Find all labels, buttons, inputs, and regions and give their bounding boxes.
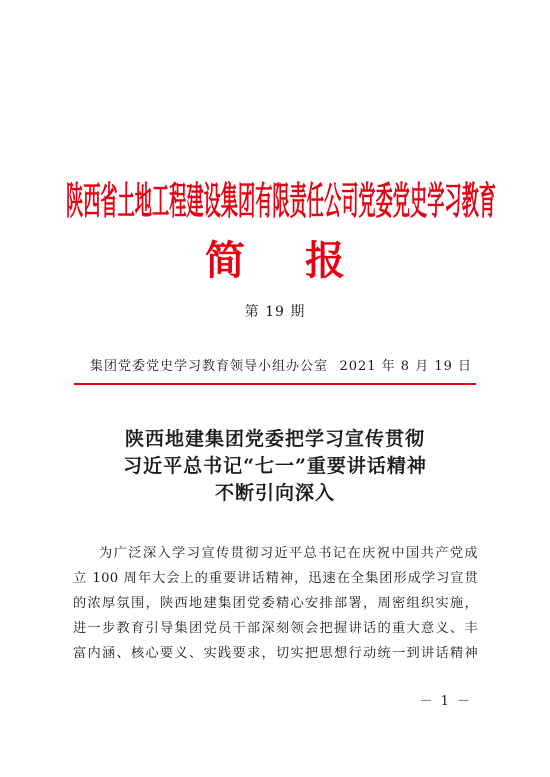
issuer-row (90, 357, 472, 377)
article-title-line: 陕西地建集团党委把学习宣传贯彻 (124, 428, 425, 450)
red-divider-line (74, 383, 476, 385)
masthead-publication-name: 简报 (205, 238, 405, 284)
article-body (73, 541, 478, 666)
body-line: 进一步教育引导集团党员干部深刻领会把握讲话的重大意义、丰 (73, 621, 478, 636)
issue-date: 2021 年 8 月 19 日 (339, 359, 472, 374)
masthead-org-title: 陕西省土地工程建设集团有限责任公司党委党史学习教育 (66, 178, 496, 224)
body-line: 的浓厚氛围，陕西地建集团党委精心安排部署，周密组织实施， (73, 596, 478, 611)
page-number: － 1 － (419, 694, 472, 709)
article-title-line: 不断引向深入 (214, 482, 335, 504)
article-title-line: 习近平总书记“七一”重要讲话精神 (123, 455, 427, 477)
article-title (0, 426, 550, 507)
issue-number: 第 19 期 (244, 304, 306, 320)
body-line: 富内涵、核心要义、实践要求，切实把思想行动统一到讲话精神 (73, 646, 478, 661)
body-line: 为广泛深入学习宣传贯彻习近平总书记在庆祝中国共产党成 (99, 546, 478, 561)
body-line: 立 100 周年大会上的重要讲话精神，迅速在全集团形成学习宣贯 (73, 571, 478, 586)
issuer-name: 集团党委党史学习教育领导小组办公室 (90, 359, 329, 374)
